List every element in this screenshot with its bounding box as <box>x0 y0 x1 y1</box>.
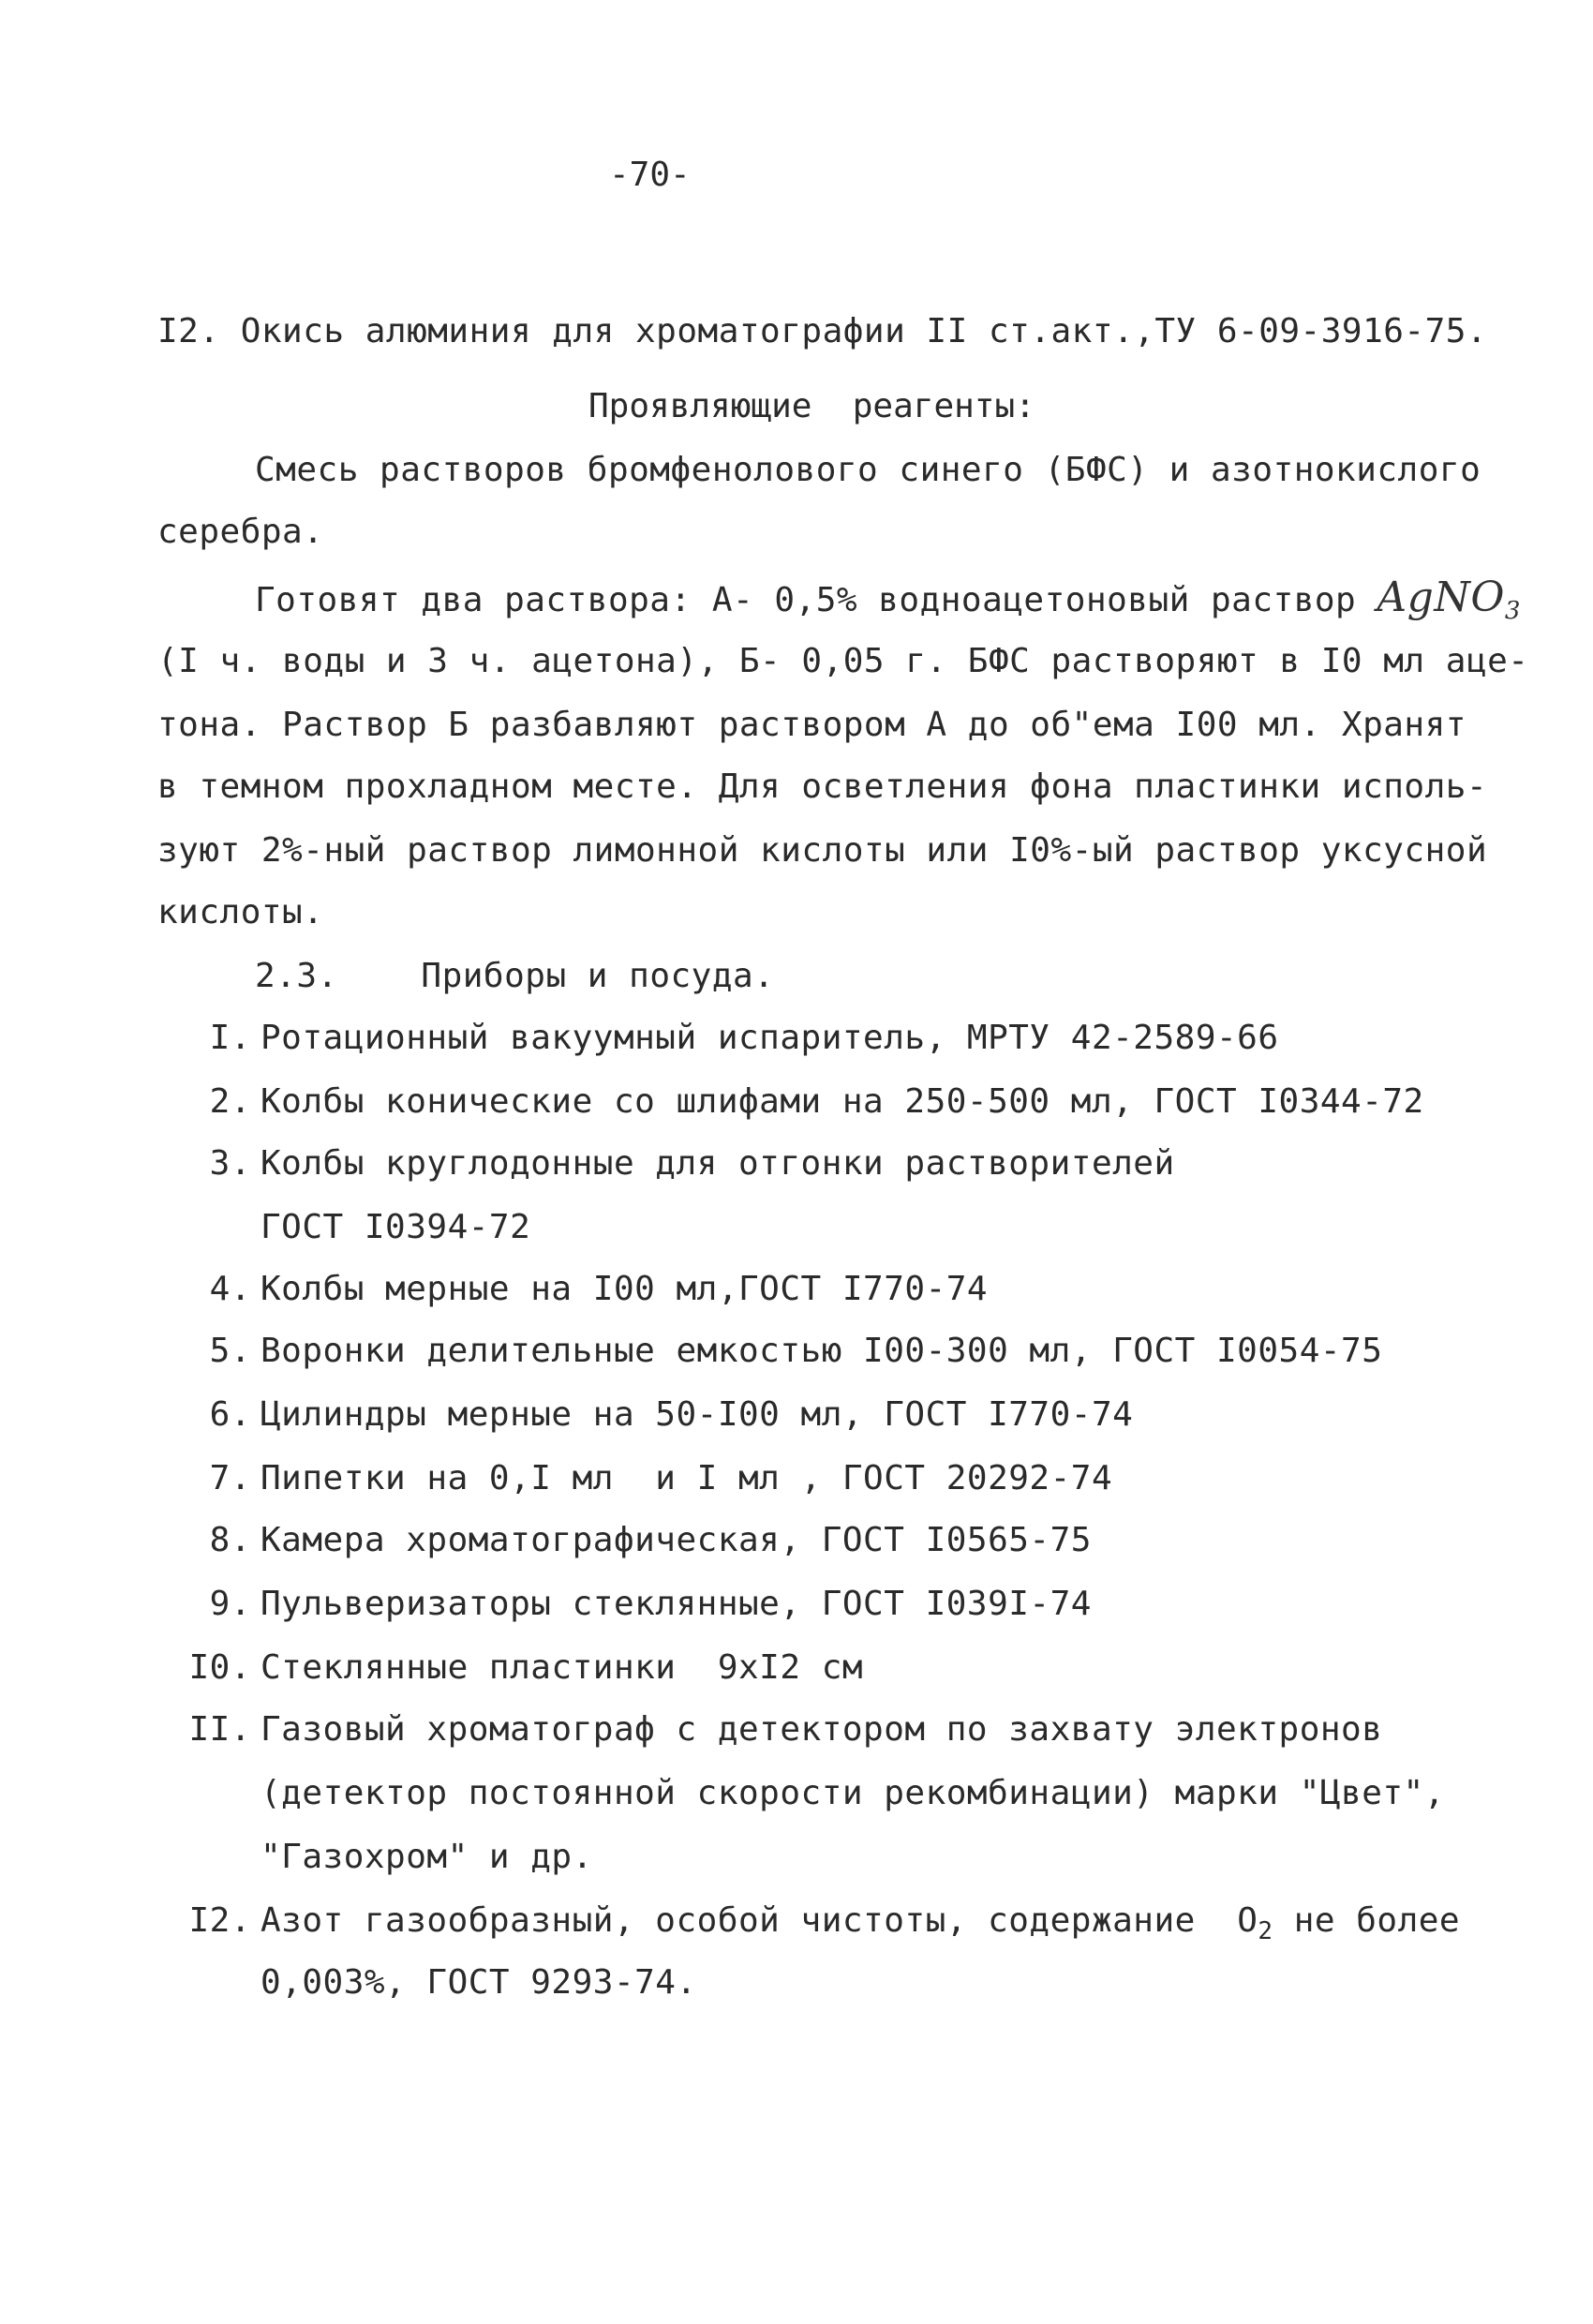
reagents-paragraph-2-line-5: зуют 2%-ный раствор лимонной кислоты или I0%-ый раствор уксусной <box>157 831 1488 870</box>
item-number: I2. <box>188 1901 251 1940</box>
equipment-item <box>184 1331 1382 1372</box>
equipment-item <box>184 1394 1133 1436</box>
item-12-reagent-line: I2. Окись алюминия для хроматографии II ст.акт.,ТУ 6-09-3916-75. <box>157 312 1488 350</box>
reagents-paragraph-1-line-2: серебра. <box>157 513 324 551</box>
item-number: 9. <box>209 1585 251 1623</box>
oxygen-subscript: 2 <box>1258 1917 1273 1945</box>
item-text: Воронки делительные емкостью I00-300 мл, ГОСТ I0054-75 <box>261 1332 1383 1370</box>
section-number: 2.3. <box>255 957 338 995</box>
item-text: Камера хроматографическая, ГОСТ I0565-75 <box>261 1521 1092 1559</box>
equipment-item <box>184 1520 1092 1561</box>
item-text-b: не более <box>1293 1901 1461 1940</box>
para2-line1-text: Готовят два раствора: А- 0,5% водноацетоновый раствор <box>255 581 1357 619</box>
item-text: "Газохром" и др. <box>261 1838 593 1876</box>
formula-subscript: 3 <box>1504 597 1521 625</box>
item-text-a: Азот газообразный, особой чистоты, содержание <box>261 1901 1196 1940</box>
item-number: 6. <box>209 1395 251 1434</box>
equipment-section-heading <box>255 956 774 997</box>
equipment-item <box>184 1647 863 1689</box>
item-number: 3. <box>209 1144 251 1183</box>
item-text: Пульверизаторы стеклянные, ГОСТ I039I-74 <box>261 1585 1092 1623</box>
oxygen-symbol: O <box>1237 1901 1258 1940</box>
item-number: II. <box>188 1710 251 1749</box>
item-text: (детектор постоянной скорости рекомбинации) марки "Цвет", <box>261 1774 1445 1812</box>
item-number: 8. <box>209 1521 251 1559</box>
equipment-item-continuation <box>184 1207 530 1248</box>
equipment-item-12-continuation: 0,003%, ГОСТ 9293-74. <box>261 1963 697 2002</box>
reagents-paragraph-2-line-1 <box>255 574 1521 632</box>
item-text: Ротационный вакуумный испаритель, МРТУ 42-2589-66 <box>261 1019 1279 1057</box>
reagents-paragraph-2-line-3: тона. Раствор Б разбавляют раствором А до об"ема I00 мл. Хранят <box>157 706 1466 744</box>
section-title: Приборы и посуда. <box>421 957 775 995</box>
reagents-paragraph-1-line-1: Смесь растворов бромфенолового синего (БФС) и азотнокислого <box>255 451 1481 489</box>
equipment-item <box>184 1269 988 1310</box>
equipment-item-12 <box>184 1900 1460 1952</box>
equipment-item <box>184 1018 1279 1059</box>
item-number: I. <box>209 1019 251 1057</box>
equipment-item <box>184 1584 1092 1625</box>
reagents-paragraph-2-line-6: кислоты. <box>157 893 324 931</box>
item-number: I0. <box>188 1648 251 1687</box>
item-text: Пипетки на 0,I мл и I мл , ГОСТ 20292-74 <box>261 1459 1113 1497</box>
item-number: 7. <box>209 1459 251 1497</box>
item-text: Стеклянные пластинки 9xI2 см <box>261 1648 864 1687</box>
item-text: Колбы мерные на I00 мл,ГОСТ I770-74 <box>261 1270 989 1308</box>
item-text: Колбы круглодонные для отгонки растворителей <box>261 1144 1175 1183</box>
reagents-paragraph-2-line-4: в темном прохладном месте. Для осветления фона пластинки исполь- <box>157 767 1488 806</box>
item-text: Цилиндры мерные на 50-I00 мл, ГОСТ I770-74 <box>261 1395 1134 1434</box>
equipment-item-continuation <box>184 1837 593 1878</box>
item-text: Колбы конические со шлифами на 250-500 мл, ГОСТ I0344-72 <box>261 1082 1424 1121</box>
silver-nitrate-formula <box>1377 574 1521 625</box>
equipment-item <box>184 1081 1424 1123</box>
item-text: Газовый хроматограф с детектором по захвату электронов <box>261 1710 1383 1749</box>
equipment-item-continuation <box>184 1773 1445 1814</box>
reagents-paragraph-2-line-2: (I ч. воды и 3 ч. ацетона), Б- 0,05 г. БФС растворяют в I0 мл аце- <box>157 642 1529 680</box>
page-number: -70- <box>609 156 691 194</box>
reagents-heading: Проявляющие реагенты: <box>588 387 1035 425</box>
item-number: 2. <box>209 1082 251 1121</box>
equipment-item <box>184 1709 1382 1750</box>
oxygen-formula <box>1237 1901 1273 1945</box>
item-number: 5. <box>209 1332 251 1370</box>
item-number: 4. <box>209 1270 251 1308</box>
formula-main: AgNO <box>1377 574 1505 621</box>
equipment-item <box>184 1458 1112 1499</box>
equipment-item <box>184 1143 1175 1184</box>
item-text: ГОСТ I0394-72 <box>261 1208 531 1246</box>
